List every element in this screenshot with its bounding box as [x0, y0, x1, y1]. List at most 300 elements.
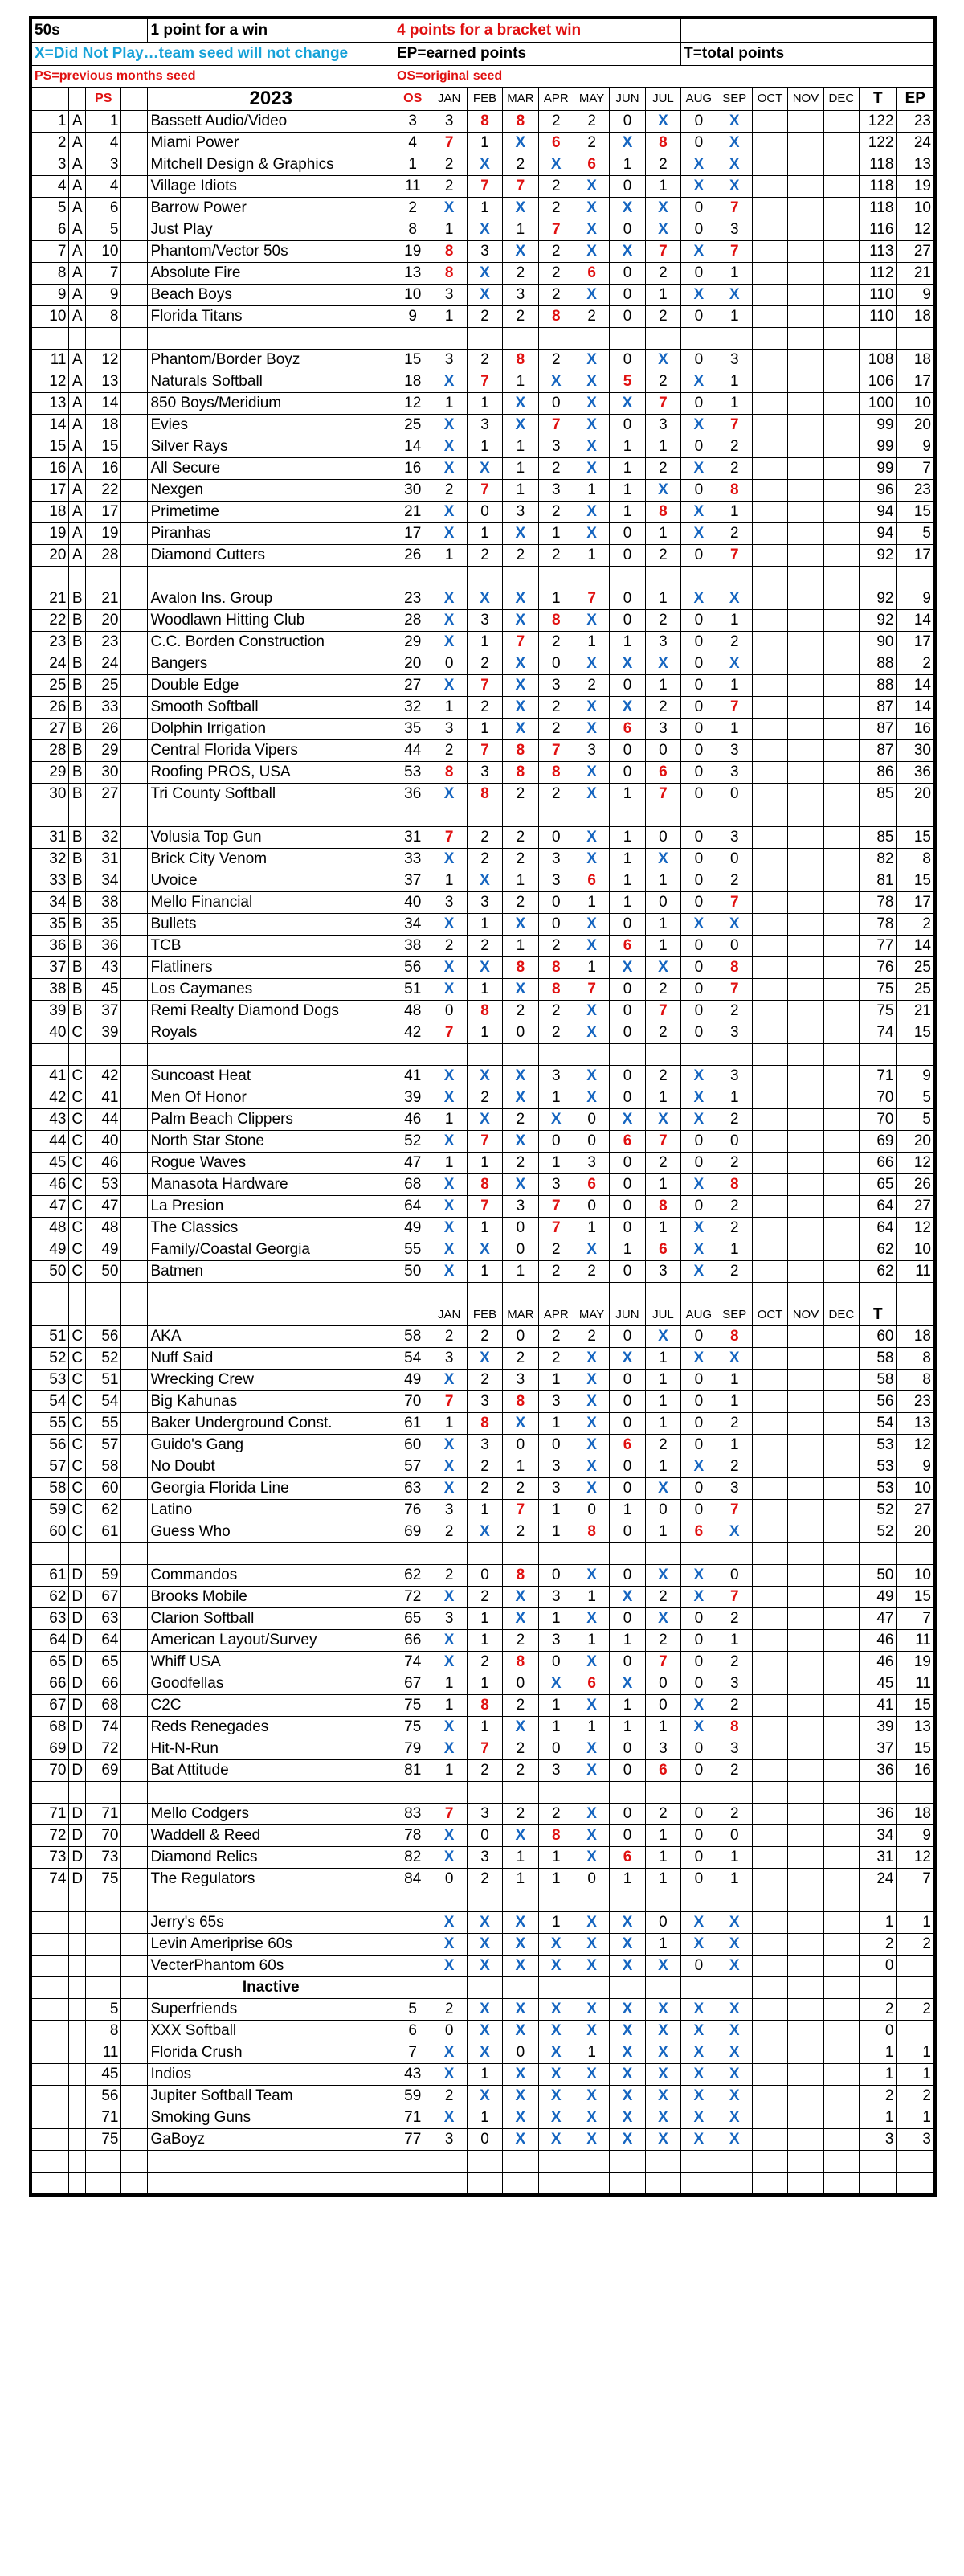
month-value: 3: [538, 1456, 574, 1478]
empty-cell: [121, 2107, 148, 2129]
team-name: Latino: [148, 1500, 394, 1521]
month-value: 2: [538, 111, 574, 133]
empty-cell: [121, 1738, 148, 1760]
table-row: [32, 1956, 934, 1977]
original-seed-cell: 36: [394, 784, 431, 805]
previous-seed-cell: 66: [86, 1673, 121, 1695]
earned-points-cell: 17: [897, 371, 934, 393]
rank-cell: 57: [32, 1456, 69, 1478]
previous-seed-cell: 58: [86, 1456, 121, 1478]
month-value: 2: [431, 1521, 467, 1543]
empty-cell: [503, 1044, 538, 1066]
empty-cell: [69, 567, 86, 588]
month-value: [823, 1435, 859, 1456]
month-value: [788, 306, 823, 328]
month-value: 7: [431, 1391, 467, 1413]
empty-cell: [823, 2173, 859, 2194]
month-value: X: [681, 371, 717, 393]
month-value: X: [431, 1956, 467, 1977]
original-seed-cell: 82: [394, 1847, 431, 1869]
month-value: 1: [467, 133, 502, 154]
empty-cell: [645, 1782, 680, 1804]
original-seed-cell: 7: [394, 2042, 431, 2064]
original-seed-cell: 2: [394, 198, 431, 219]
total-points-cell: 66: [860, 1153, 897, 1174]
month-value: X: [574, 1738, 609, 1760]
empty-cell: [121, 1131, 148, 1153]
month-value: 1: [645, 1456, 680, 1478]
previous-seed-cell: 68: [86, 1695, 121, 1717]
division-cell: [69, 2042, 86, 2064]
table-row: [32, 1370, 934, 1391]
month-value: [752, 415, 787, 436]
rank-cell: 3: [32, 154, 69, 176]
empty-cell: [69, 2151, 86, 2173]
month-header-row: [32, 1304, 934, 1326]
previous-seed-cell: 51: [86, 1370, 121, 1391]
inactive-header-row: [32, 1977, 934, 1999]
month-value: [788, 1847, 823, 1869]
rank-cell: 33: [32, 870, 69, 892]
table-row: [32, 1999, 934, 2021]
total-points-cell: 85: [860, 784, 897, 805]
month-value: 2: [717, 1804, 752, 1825]
month-value: 0: [610, 285, 645, 306]
month-value: 3: [538, 849, 574, 870]
month-value: 1: [717, 719, 752, 740]
empty-cell: [86, 1283, 121, 1304]
team-name: North Star Stone: [148, 1131, 394, 1153]
month-value: 7: [538, 740, 574, 762]
month-value: X: [467, 2021, 502, 2042]
rank-cell: 31: [32, 827, 69, 849]
month-value: 6: [574, 870, 609, 892]
month-value: 2: [717, 1456, 752, 1478]
month-header: OCT: [752, 88, 787, 111]
month-value: 0: [610, 1760, 645, 1782]
table-row: [32, 653, 934, 675]
team-name: Reds Renegades: [148, 1717, 394, 1738]
month-value: 1: [467, 1717, 502, 1738]
month-value: [752, 697, 787, 719]
earned-points-cell: [897, 2021, 934, 2042]
month-value: 1: [574, 480, 609, 502]
total-points-cell: 94: [860, 502, 897, 523]
total-points-cell: 99: [860, 415, 897, 436]
total-points-cell: 50: [860, 1565, 897, 1587]
earned-points-cell: 15: [897, 1695, 934, 1717]
month-value: [752, 458, 787, 480]
month-value: [823, 784, 859, 805]
month-value: X: [610, 1956, 645, 1977]
month-value: X: [681, 1565, 717, 1587]
month-value: [788, 697, 823, 719]
empty-cell: [121, 1435, 148, 1456]
month-value: [752, 263, 787, 285]
previous-seed-cell: 25: [86, 675, 121, 697]
empty-cell: [121, 306, 148, 328]
empty-cell: [788, 1890, 823, 1912]
month-value: X: [610, 198, 645, 219]
month-value: [788, 1326, 823, 1348]
empty-cell: [645, 328, 680, 350]
earned-points-cell: 10: [897, 198, 934, 219]
previous-seed-cell: 71: [86, 1804, 121, 1825]
month-value: [823, 653, 859, 675]
month-value: X: [610, 2129, 645, 2151]
month-value: [752, 892, 787, 914]
month-value: 2: [717, 870, 752, 892]
month-value: [752, 784, 787, 805]
empty-cell: [645, 805, 680, 827]
month-value: 2: [645, 1804, 680, 1825]
month-value: X: [467, 870, 502, 892]
month-value: X: [574, 1435, 609, 1456]
division-cell: [69, 2021, 86, 2042]
month-value: X: [503, 1608, 538, 1630]
empty-cell: [752, 2151, 787, 2173]
earned-points-cell: 8: [897, 849, 934, 870]
division-cell: A: [69, 545, 86, 567]
month-value: 2: [431, 480, 467, 502]
month-value: [752, 936, 787, 957]
team-name: Miami Power: [148, 133, 394, 154]
month-value: 3: [538, 1630, 574, 1652]
month-value: [752, 1934, 787, 1956]
month-value: X: [681, 1999, 717, 2021]
month-value: [788, 1717, 823, 1738]
original-seed-cell: 18: [394, 371, 431, 393]
month-value: [788, 1022, 823, 1044]
month-value: X: [645, 480, 680, 502]
empty-cell: [121, 1348, 148, 1370]
table-row: [32, 241, 934, 263]
month-value: X: [503, 979, 538, 1001]
division-cell: C: [69, 1478, 86, 1500]
earned-points-cell: 9: [897, 588, 934, 610]
earned-points-cell: 25: [897, 957, 934, 979]
team-name: Nuff Said: [148, 1348, 394, 1370]
month-value: [752, 371, 787, 393]
spacer-row: [32, 2151, 934, 2173]
earned-points-cell: 13: [897, 154, 934, 176]
month-value: 0: [681, 350, 717, 371]
table-row: [32, 1326, 934, 1348]
month-value: 1: [717, 1370, 752, 1391]
month-header: AUG: [681, 88, 717, 111]
month-value: 7: [467, 176, 502, 198]
month-header: JUN: [610, 1304, 645, 1326]
month-value: [823, 1022, 859, 1044]
month-value: 1: [717, 1435, 752, 1456]
month-value: X: [645, 350, 680, 371]
month-value: [752, 675, 787, 697]
total-points-cell: 2: [860, 1934, 897, 1956]
empty-cell: [610, 1782, 645, 1804]
earned-points-cell: 9: [897, 285, 934, 306]
month-header: NOV: [788, 1304, 823, 1326]
empty-cell: [121, 870, 148, 892]
month-value: [788, 1912, 823, 1934]
month-value: 2: [717, 436, 752, 458]
month-value: 1: [538, 1869, 574, 1890]
empty-cell: [823, 1283, 859, 1304]
previous-seed-cell: 75: [86, 2129, 121, 2151]
empty-cell: [610, 1044, 645, 1066]
empty-cell: [752, 1782, 787, 1804]
month-value: X: [681, 523, 717, 545]
rank-cell: 15: [32, 436, 69, 458]
month-value: X: [431, 1738, 467, 1760]
original-seed-cell: 59: [394, 2086, 431, 2107]
earned-points-cell: 18: [897, 1804, 934, 1825]
empty-cell: [431, 1283, 467, 1304]
month-value: X: [431, 1478, 467, 1500]
earned-points-cell: 10: [897, 393, 934, 415]
month-value: 0: [681, 436, 717, 458]
team-name: Royals: [148, 1022, 394, 1044]
previous-seed-cell: 34: [86, 870, 121, 892]
table-row: [32, 1218, 934, 1239]
month-value: 7: [538, 219, 574, 241]
month-value: [752, 1999, 787, 2021]
month-value: X: [574, 1760, 609, 1782]
team-name: VecterPhantom 60s: [148, 1956, 394, 1977]
original-seed-cell: 11: [394, 176, 431, 198]
month-value: [823, 1348, 859, 1370]
month-value: X: [681, 415, 717, 436]
month-value: X: [574, 1478, 609, 1500]
month-value: X: [503, 523, 538, 545]
empty-cell: [860, 2173, 897, 2194]
empty-cell: [148, 567, 394, 588]
empty-cell: [752, 805, 787, 827]
month-value: 0: [681, 957, 717, 979]
month-value: [823, 1521, 859, 1543]
month-value: [788, 740, 823, 762]
empty-cell: [121, 1956, 148, 1977]
month-value: 3: [717, 827, 752, 849]
empty-cell: [788, 2173, 823, 2194]
month-value: 3: [431, 1348, 467, 1370]
month-value: 8: [503, 1565, 538, 1587]
month-value: X: [610, 1673, 645, 1695]
empty-cell: [503, 1890, 538, 1912]
month-value: 3: [538, 1066, 574, 1087]
month-value: 3: [467, 762, 502, 784]
previous-seed-cell: 29: [86, 740, 121, 762]
month-value: [788, 675, 823, 697]
month-value: [752, 1956, 787, 1977]
original-seed-cell: 77: [394, 2129, 431, 2151]
empty-cell: [121, 2151, 148, 2173]
month-value: 2: [717, 1218, 752, 1239]
empty-cell: [394, 1304, 431, 1326]
month-value: [788, 1261, 823, 1283]
month-value: [788, 1934, 823, 1956]
rank-cell: 19: [32, 523, 69, 545]
month-value: X: [431, 1370, 467, 1391]
empty-cell: [121, 1283, 148, 1304]
spacer-row: [32, 1543, 934, 1565]
month-value: 2: [467, 849, 502, 870]
empty-cell: [860, 328, 897, 350]
empty-cell: [121, 285, 148, 306]
month-value: 0: [610, 588, 645, 610]
previous-seed-cell: 47: [86, 1196, 121, 1218]
month-value: [752, 1673, 787, 1695]
spacer-row: [32, 1890, 934, 1912]
month-header: MAY: [574, 88, 609, 111]
month-value: 3: [574, 1153, 609, 1174]
month-value: 2: [645, 1630, 680, 1652]
division-cell: B: [69, 588, 86, 610]
table-row: [32, 1109, 934, 1131]
rank-cell: 47: [32, 1196, 69, 1218]
team-name: Rogue Waves: [148, 1153, 394, 1174]
division-cell: C: [69, 1326, 86, 1348]
month-value: 0: [610, 1391, 645, 1413]
month-value: X: [574, 458, 609, 480]
month-value: X: [574, 393, 609, 415]
month-value: 0: [610, 1738, 645, 1760]
month-value: X: [681, 1087, 717, 1109]
month-value: X: [503, 1999, 538, 2021]
month-value: 1: [467, 1153, 502, 1174]
month-value: 1: [467, 719, 502, 740]
month-value: 2: [431, 2086, 467, 2107]
month-value: X: [431, 1131, 467, 1153]
earned-points-cell: 25: [897, 979, 934, 1001]
month-value: 7: [467, 740, 502, 762]
month-value: 2: [503, 1630, 538, 1652]
total-points-cell: 56: [860, 1391, 897, 1413]
team-name: Bangers: [148, 653, 394, 675]
month-value: 0: [538, 393, 574, 415]
month-value: [823, 350, 859, 371]
team-name: Indios: [148, 2064, 394, 2086]
month-value: 1: [538, 1847, 574, 1869]
month-value: X: [574, 1565, 609, 1587]
month-value: X: [431, 914, 467, 936]
team-name: GaBoyz: [148, 2129, 394, 2151]
month-value: [752, 1608, 787, 1630]
empty-cell: [121, 1673, 148, 1695]
rank-cell: 54: [32, 1391, 69, 1413]
month-value: 2: [538, 198, 574, 219]
team-name: Diamond Cutters: [148, 545, 394, 567]
month-value: [788, 849, 823, 870]
previous-seed-cell: [86, 1912, 121, 1934]
team-name: Jerry's 65s: [148, 1912, 394, 1934]
month-value: [823, 697, 859, 719]
empty-cell: [394, 2173, 431, 2194]
empty-cell: [860, 1283, 897, 1304]
empty-cell: [394, 1782, 431, 1804]
month-value: 3: [717, 350, 752, 371]
previous-seed-cell: 64: [86, 1630, 121, 1652]
month-value: [823, 480, 859, 502]
empty-cell: [681, 2151, 717, 2173]
month-value: 3: [503, 285, 538, 306]
previous-seed-cell: 39: [86, 1022, 121, 1044]
team-name: Volusia Top Gun: [148, 827, 394, 849]
empty-cell: [431, 805, 467, 827]
month-value: 0: [717, 784, 752, 805]
previous-seed-cell: 73: [86, 1847, 121, 1869]
month-value: [752, 1500, 787, 1521]
month-value: [788, 1804, 823, 1825]
previous-seed-cell: 75: [86, 1869, 121, 1890]
month-value: 1: [645, 1087, 680, 1109]
month-value: X: [681, 2107, 717, 2129]
total-points-cell: 37: [860, 1738, 897, 1760]
empty-cell: [503, 2151, 538, 2173]
month-value: 0: [681, 1022, 717, 1044]
month-value: X: [431, 1087, 467, 1109]
empty-cell: [431, 1044, 467, 1066]
month-value: 0: [574, 1500, 609, 1521]
month-value: [752, 2129, 787, 2151]
month-value: X: [574, 2021, 609, 2042]
month-value: 1: [503, 1847, 538, 1869]
table-row: [32, 1934, 934, 1956]
month-value: [788, 241, 823, 263]
month-value: 7: [717, 697, 752, 719]
total-points-cell: 118: [860, 176, 897, 198]
month-value: 0: [610, 1608, 645, 1630]
month-value: [823, 285, 859, 306]
month-value: 0: [610, 1456, 645, 1478]
table-row: [32, 415, 934, 436]
month-value: X: [467, 1956, 502, 1977]
month-value: X: [610, 957, 645, 979]
earned-points-cell: 10: [897, 1478, 934, 1500]
month-value: [788, 719, 823, 740]
empty-cell: [121, 740, 148, 762]
rank-cell: 66: [32, 1673, 69, 1695]
month-value: [823, 306, 859, 328]
empty-cell: [32, 1977, 69, 1999]
month-value: [823, 1912, 859, 1934]
original-seed-cell: 64: [394, 1196, 431, 1218]
month-value: 2: [645, 610, 680, 632]
earned-points-cell: 20: [897, 1131, 934, 1153]
team-name: Bullets: [148, 914, 394, 936]
month-value: X: [431, 458, 467, 480]
earned-points-cell: 15: [897, 827, 934, 849]
month-value: X: [574, 1825, 609, 1847]
earned-points-cell: 7: [897, 1869, 934, 1890]
division-cell: [69, 2107, 86, 2129]
empty-cell: [121, 979, 148, 1001]
table-row: [32, 2129, 934, 2151]
month-value: 0: [574, 1196, 609, 1218]
month-value: 0: [645, 1695, 680, 1717]
month-value: X: [431, 2107, 467, 2129]
month-value: [823, 1717, 859, 1738]
month-value: X: [574, 1370, 609, 1391]
month-value: 0: [681, 1370, 717, 1391]
month-value: 0: [681, 849, 717, 870]
month-value: X: [610, 1109, 645, 1131]
month-value: X: [503, 1131, 538, 1153]
table-row: [32, 502, 934, 523]
month-value: 2: [467, 1370, 502, 1391]
original-seed-cell: 37: [394, 870, 431, 892]
month-value: X: [503, 1934, 538, 1956]
total-points-cell: 46: [860, 1630, 897, 1652]
